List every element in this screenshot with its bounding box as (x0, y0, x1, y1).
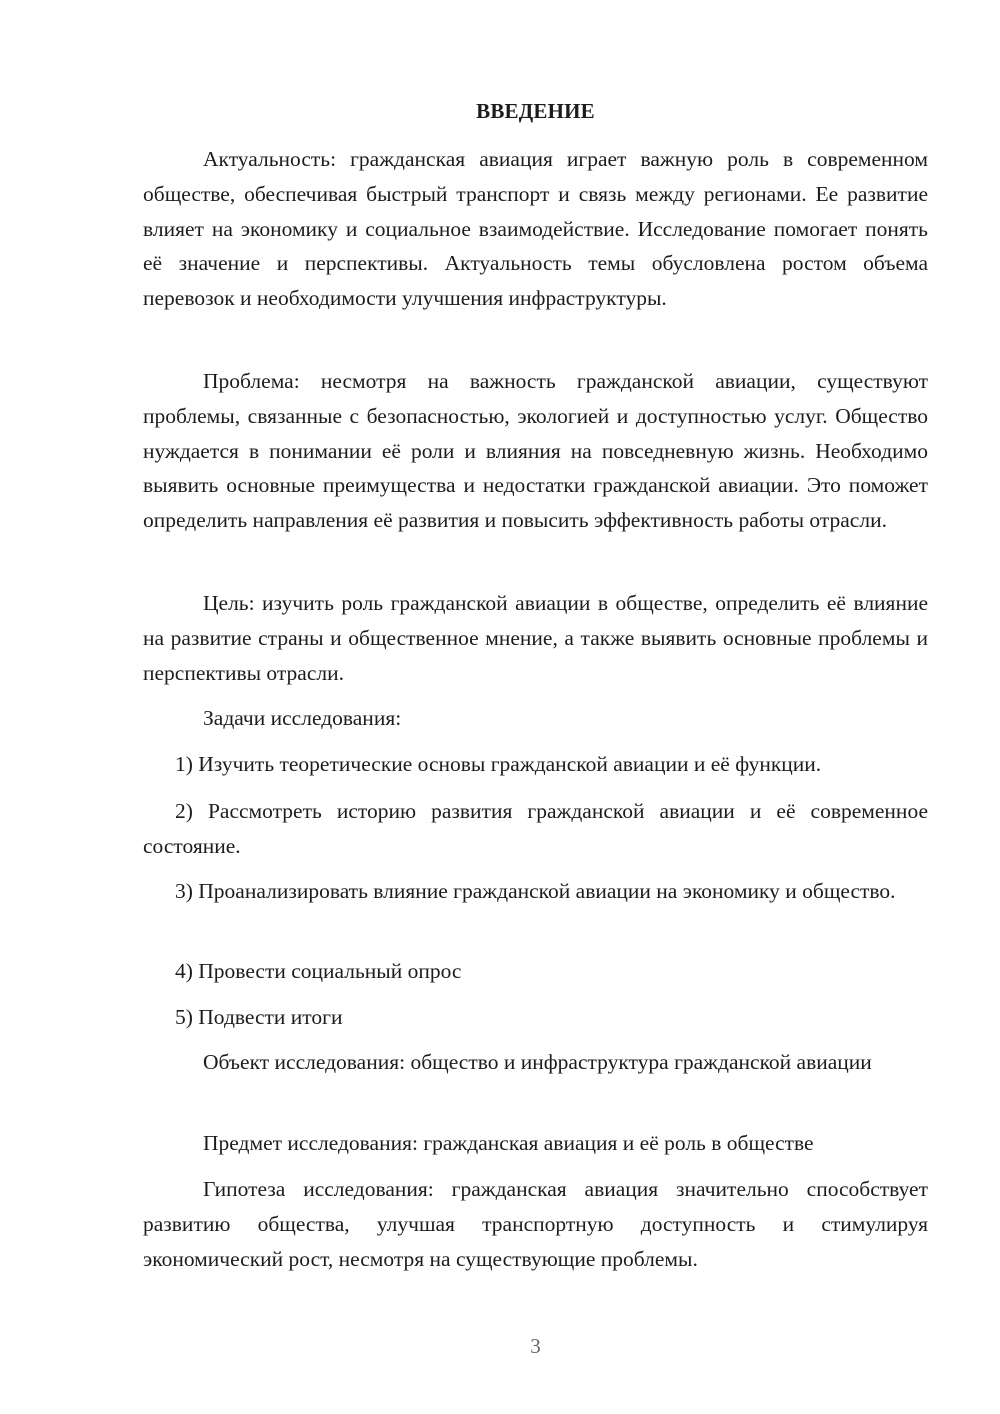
task-item-2: 2) Рассмотреть историю развития гражданской авиации и её современное состояние. (143, 799, 928, 858)
hypothesis-paragraph: Гипотеза исследования: гражданская авиация значительно способствует развитию общества, улучшая транспортную доступность и стимулируя экономический рост, несмотря на существующие проблемы. (143, 1177, 928, 1271)
task-item-5: 5) Подвести итоги (175, 1005, 343, 1029)
page-number: 3 (530, 1334, 541, 1358)
problem-paragraph: Проблема: несмотря на важность гражданской авиации, существуют проблемы, связанные с безопасностью, экологией и доступностью услуг. Общество нуждается в понимании её роли и влияния на повседневную жизнь. Необходимо выявить основные преимущества и недостатки гражданской авиации. Это поможет определить направления её развития и повысить эффективность работы отрасли. (143, 369, 928, 533)
task-item-1: 1) Изучить теоретические основы гражданской авиации и её функции. (175, 752, 822, 776)
relevance-paragraph: Актуальность: гражданская авиация играет важную роль в современном обществе, обеспечивая быстрый транспорт и связь между регионами. Ее развитие влияет на экономику и социальное взаимодействие. Исследование помогает понять её значение и перспективы. Актуальность темы обусловлена ростом объема перевозок и необходимости улучшения инфраструктуры. (143, 147, 928, 311)
goal-paragraph: Цель: изучить роль гражданской авиации в обществе, определить её влияние на развитие страны и общественное мнение, а также выявить основные проблемы и перспективы отрасли. (143, 591, 928, 685)
tasks-title: Задачи исследования: (203, 706, 402, 730)
object-paragraph: Объект исследования: общество и инфраструктура гражданской авиации (203, 1050, 872, 1074)
task-item-4: 4) Провести социальный опрос (175, 959, 462, 983)
subject-paragraph: Предмет исследования: гражданская авиация и её роль в обществе (203, 1131, 814, 1155)
section-heading: ВВЕДЕНИЕ (476, 99, 595, 123)
task-item-3: 3) Проанализировать влияние гражданской авиации на экономику и общество. (175, 879, 896, 903)
